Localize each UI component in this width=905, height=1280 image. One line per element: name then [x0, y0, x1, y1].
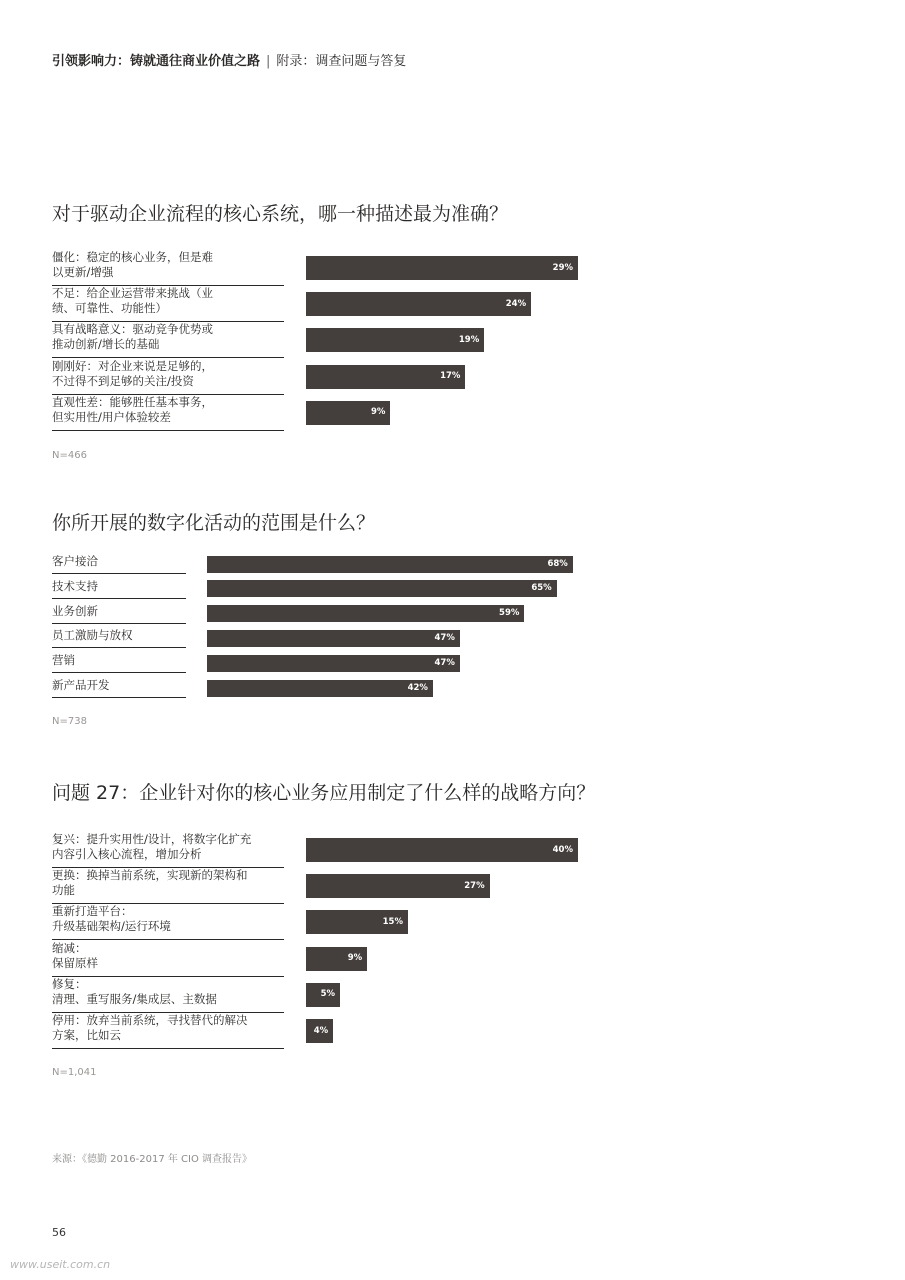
- category-label: [52, 1013, 284, 1049]
- category-label-line: 技术支持: [52, 578, 98, 593]
- category-label-line: 缩减：: [52, 940, 87, 955]
- bar: [207, 580, 557, 597]
- category-label-line: 业务创新: [52, 603, 98, 618]
- bar: [306, 947, 367, 971]
- category-label-line: 直观性差：能够胜任基本事务，: [52, 394, 213, 409]
- category-label-line: 不足：给企业运营带来挑战（业: [52, 286, 213, 301]
- category-label-line: 僵化：稳定的核心业务，但是难: [52, 250, 213, 264]
- category-label: [52, 359, 284, 395]
- category-label: [52, 653, 186, 673]
- category-label: [52, 868, 284, 904]
- category-label: [52, 554, 186, 574]
- bar: [306, 910, 408, 934]
- bar: [306, 874, 490, 898]
- bar-value-label: 65%: [531, 583, 552, 594]
- source-note: 来源：《德勤 2016-2017 年 CIO 调查报告》: [52, 1154, 253, 1165]
- bar-value-label: 59%: [499, 608, 520, 619]
- category-label-line: 具有战略意义：驱动竞争优势或: [52, 322, 213, 337]
- bar-value-label: 15%: [382, 916, 403, 927]
- category-label-line: 不过得不到足够的关注/投资: [52, 373, 194, 388]
- category-label-line: 复兴：提升实用性/设计，将数字化扩充: [52, 832, 252, 846]
- category-label-line: 以更新/增强: [52, 265, 114, 279]
- category-label-line: 客户接洽: [52, 554, 98, 568]
- category-label: [52, 250, 284, 286]
- category-label: [52, 579, 186, 599]
- category-label-line: 修复：: [52, 976, 87, 991]
- bar-value-label: 47%: [434, 657, 455, 668]
- category-label-line: 刚刚好：对企业来说是足够的，: [52, 358, 213, 373]
- category-label: [52, 628, 186, 648]
- bar: [306, 365, 465, 389]
- bar: [207, 680, 433, 697]
- category-label-line: 绩、可靠性、功能性）: [52, 301, 167, 316]
- bar-value-label: 9%: [347, 953, 363, 964]
- category-label-line: 员工激励与放权: [52, 628, 133, 643]
- category-label: [52, 286, 284, 322]
- bar-value-label: 24%: [505, 298, 527, 309]
- category-label: [52, 832, 284, 868]
- bar-value-label: 68%: [547, 558, 568, 569]
- bar: [306, 328, 484, 352]
- bar: [207, 655, 460, 672]
- header-separator: |: [266, 54, 271, 69]
- category-label-line: 方案，比如云: [52, 1028, 121, 1042]
- bar-value-label: 47%: [434, 632, 455, 643]
- bar-value-label: 42%: [407, 682, 428, 693]
- category-label-line: 更换：换掉当前系统，实现新的架构和: [52, 868, 248, 883]
- bar: [207, 605, 524, 622]
- chart-title-3: 问题 27：企业针对你的核心业务应用制定了什么样的战略方向？: [52, 782, 596, 804]
- bar: [207, 556, 573, 573]
- bar-value-label: 9%: [370, 407, 386, 418]
- bar-value-label: 27%: [464, 880, 485, 891]
- category-label: [52, 904, 284, 940]
- category-label: [52, 977, 284, 1013]
- bar: [306, 838, 578, 862]
- category-label: [52, 678, 186, 698]
- category-label-line: 推动创新/增长的基础: [52, 337, 160, 352]
- page-header: [52, 50, 406, 69]
- report-title: 引领影响力：铸就通往商业价值之路: [52, 54, 261, 69]
- sample-size-2: N=738: [52, 716, 87, 727]
- category-label-line: 停用：放弃当前系统，寻找替代的解决: [52, 1013, 248, 1027]
- sample-size-3: N=1,041: [52, 1067, 97, 1078]
- category-label-line: 清理、重写服务/集成层、主数据: [52, 991, 217, 1006]
- category-label-line: 保留原样: [52, 955, 98, 970]
- bar-value-label: 40%: [552, 844, 573, 855]
- chart-title-1: 对于驱动企业流程的核心系统，哪一种描述最为准确？: [52, 203, 509, 225]
- bar-value-label: 17%: [440, 371, 461, 382]
- category-label-line: 内容引入核心流程，增加分析: [52, 847, 202, 861]
- category-label-line: 功能: [52, 883, 75, 898]
- category-label-line: 但实用性/用户体验较差: [52, 409, 171, 424]
- section-title: 附录：调查问题与答复: [276, 54, 407, 69]
- bar: [306, 1019, 333, 1043]
- bar: [306, 983, 340, 1007]
- category-label: [52, 941, 284, 977]
- bar: [306, 256, 578, 280]
- bar-value-label: 29%: [552, 262, 574, 273]
- bar-value-label: 4%: [313, 1025, 329, 1036]
- category-label-line: 营销: [52, 653, 75, 668]
- sample-size-1: N=466: [52, 450, 87, 461]
- page-number: 56: [52, 1226, 66, 1239]
- bar: [306, 292, 531, 316]
- category-label: [52, 322, 284, 358]
- watermark: www.useit.com.cn: [10, 1258, 111, 1271]
- category-label-line: 新产品开发: [52, 678, 110, 692]
- bar: [207, 630, 460, 647]
- bar: [306, 401, 390, 425]
- bar-value-label: 5%: [320, 989, 335, 1000]
- chart-title-2: 你所开展的数字化活动的范围是什么？: [52, 512, 376, 534]
- category-label: [52, 395, 284, 431]
- category-label: [52, 604, 186, 624]
- bar-value-label: 19%: [458, 334, 480, 345]
- category-label-line: 重新打造平台：: [52, 904, 133, 919]
- category-label-line: 升级基础架构/运行环境: [52, 919, 171, 934]
